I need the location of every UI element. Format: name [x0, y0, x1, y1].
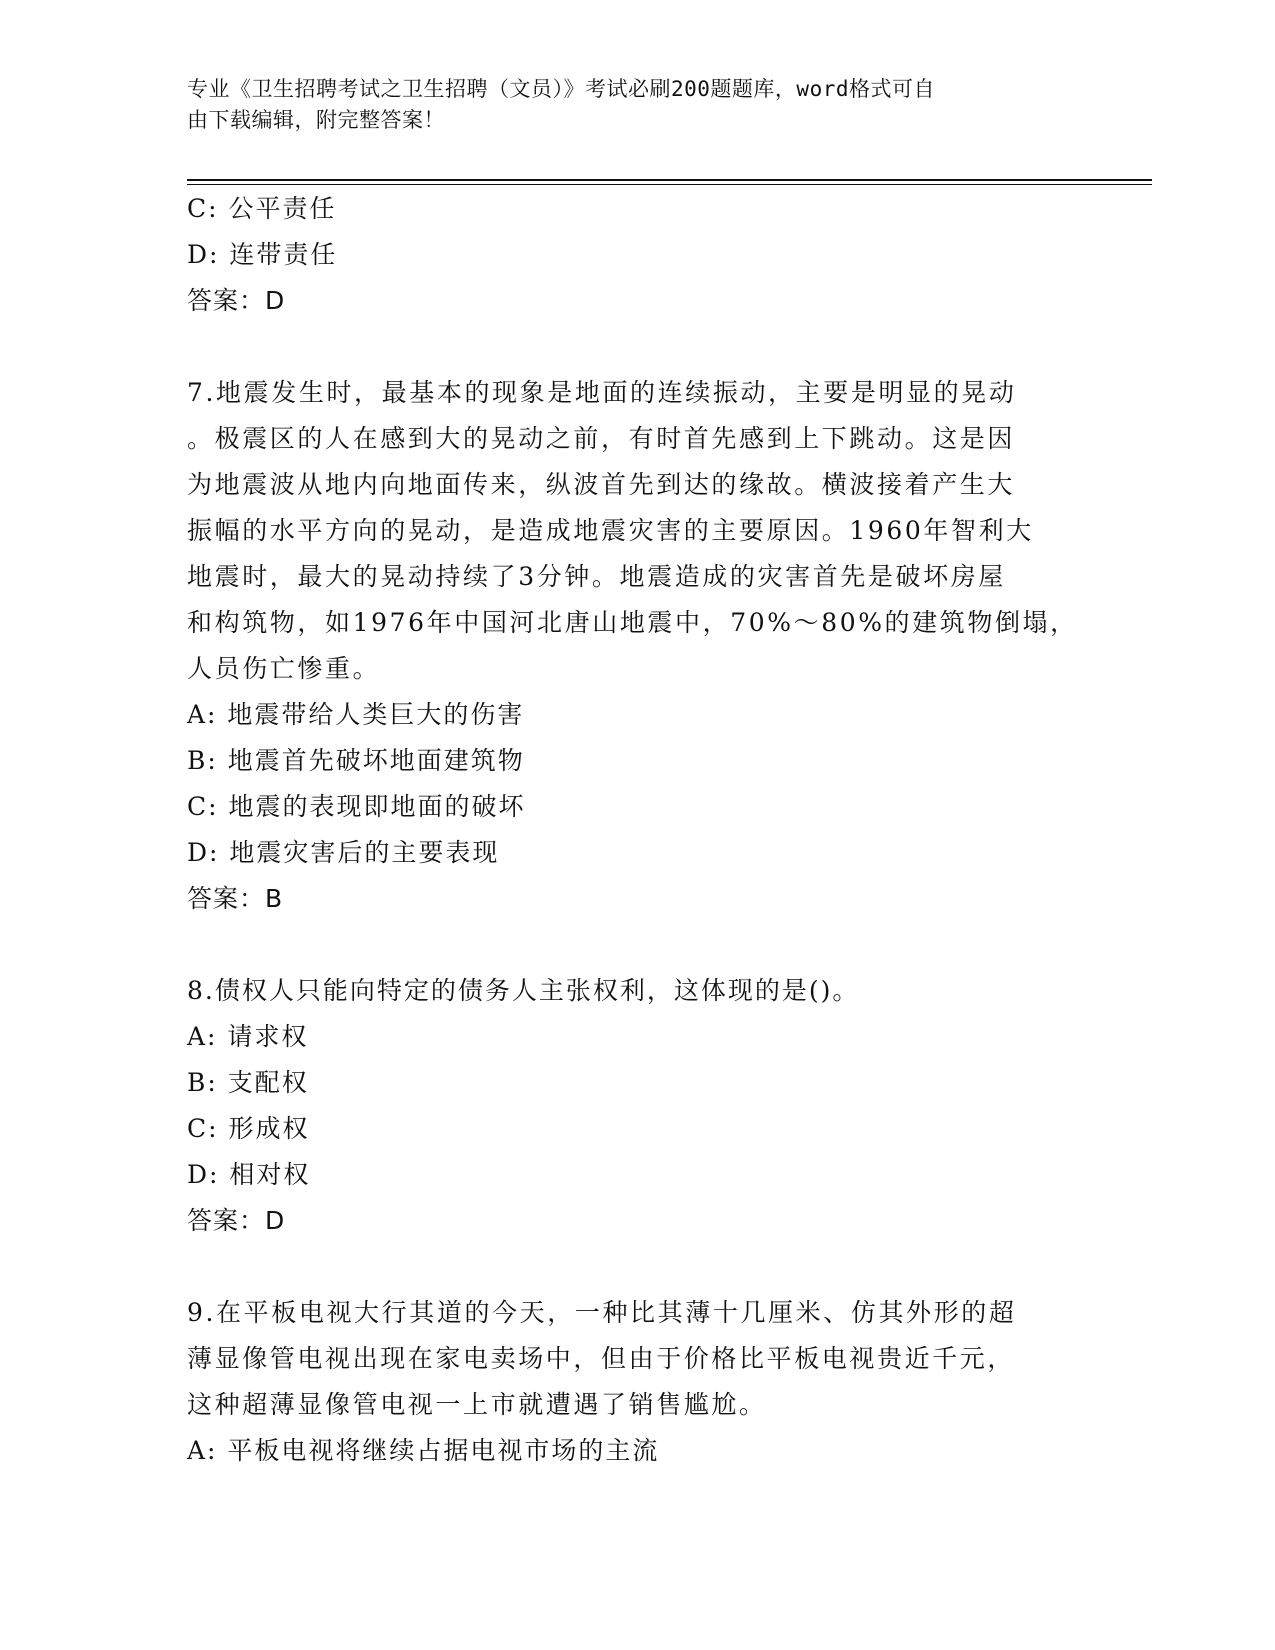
q7-stem-line: 和构筑物，如1976年中国河北唐山地震中，70%～80%的建筑物倒塌， [187, 608, 1078, 637]
q9-stem-line: 9.在平板电视大行其道的今天，一种比其薄十几厘米、仿其外形的超 [187, 1298, 1017, 1327]
q8-option-a: A: 请求权 [187, 1022, 309, 1051]
spacer [187, 324, 1067, 370]
q7-option-c: C: 地震的表现即地面的破坏 [187, 792, 526, 821]
q8-option-b: B: 支配权 [187, 1068, 309, 1097]
q7-stem [187, 370, 1078, 692]
q7-answer: 答案：B [187, 884, 284, 913]
q8-option-d: D: 相对权 [187, 1160, 311, 1189]
q9-stem-line: 薄显像管电视出现在家电卖场中，但由于价格比平板电视贵近千元， [187, 1344, 1016, 1373]
question-8 [187, 968, 1067, 1244]
q9-stem [187, 1290, 1067, 1428]
header-rule-thick [187, 179, 1152, 181]
q6-answer: 答案：D [187, 286, 286, 315]
spacer [187, 1244, 1067, 1290]
q7-stem-line: 7.地震发生时，最基本的现象是地面的连续振动，主要是明显的晃动 [187, 378, 1017, 407]
header-line-2: 由下载编辑，附完整答案！ [187, 108, 445, 132]
q7-option-d: D: 地震灾害后的主要表现 [187, 838, 500, 867]
question-9 [187, 1290, 1067, 1474]
header-line-1: 专业《卫生招聘考试之卫生招聘（文员）》考试必刷200题题库，word格式可自 [187, 77, 935, 101]
q7-stem-line: 地震时，最大的晃动持续了3分钟。地震造成的灾害首先是破坏房屋 [187, 562, 1006, 591]
q8-answer: 答案：D [187, 1206, 286, 1235]
q8-stem: 8.债权人只能向特定的债务人主张权利，这体现的是()。 [187, 976, 860, 1005]
q8-option-c: C: 形成权 [187, 1114, 310, 1143]
question-7 [187, 370, 1078, 922]
document-header [187, 74, 1087, 136]
q7-stem-line: 。极震区的人在感到大的晃动之前，有时首先感到上下跳动。这是因 [187, 424, 1016, 453]
q6-option-c: C: 公平责任 [187, 194, 337, 223]
q6-option-d: D: 连带责任 [187, 240, 338, 269]
q9-option-a: A: 平板电视将继续占据电视市场的主流 [187, 1436, 660, 1465]
spacer [187, 922, 1067, 968]
q7-stem-line: 振幅的水平方向的晃动，是造成地震灾害的主要原因。1960年智利大 [187, 516, 1034, 545]
q9-stem-line: 这种超薄显像管电视一上市就遭遇了销售尴尬。 [187, 1390, 767, 1419]
q7-option-a: A: 地震带给人类巨大的伤害 [187, 700, 525, 729]
document-body [187, 186, 1078, 1474]
question-6-tail [187, 186, 1067, 324]
header-rule-thin [187, 184, 1152, 185]
q7-option-b: B: 地震首先破坏地面建筑物 [187, 746, 525, 775]
q7-stem-line: 为地震波从地内向地面传来，纵波首先到达的缘故。横波接着产生大 [187, 470, 1016, 499]
q7-stem-line: 人员伤亡惨重。 [187, 654, 381, 683]
